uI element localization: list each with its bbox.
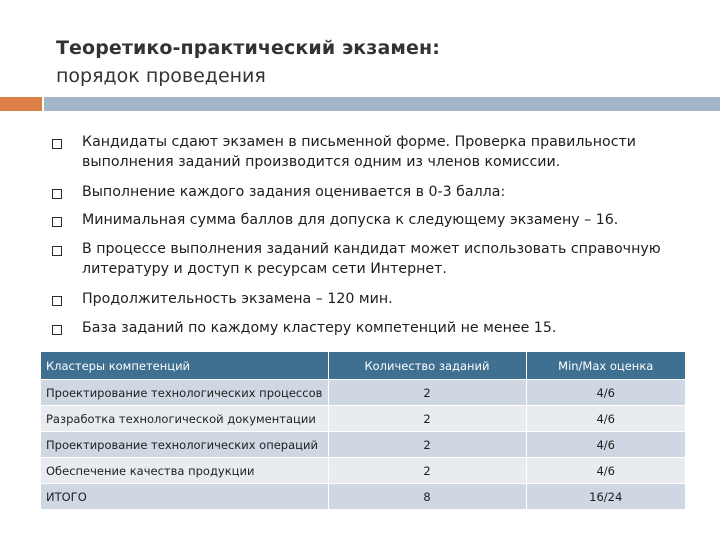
bullet-item: [52, 318, 662, 338]
cell-score: 4/6: [526, 458, 685, 484]
cell-score: 4/6: [526, 406, 685, 432]
cell-task-count: 2: [328, 458, 526, 484]
bullet-item: [52, 239, 662, 279]
bullet-text: База заданий по каждому кластеру компетенций не менее 15.: [82, 320, 557, 336]
bullet-text: В процессе выполнения заданий кандидат может использовать справочную литературу и доступ к ресурсам сети Интернет.: [82, 241, 661, 277]
cell-score: 4/6: [526, 432, 685, 458]
table-row: [41, 406, 685, 432]
cell-score: 4/6: [526, 380, 685, 406]
competency-table: [41, 352, 685, 510]
bullet-text: Кандидаты сдают экзамен в письменной форме. Проверка правильности выполнения заданий производится одним из членов комиссии.: [82, 134, 637, 170]
square-bullet-icon: [52, 325, 62, 335]
header-clusters: Кластеры компетенций: [41, 352, 328, 380]
square-bullet-icon: [52, 246, 62, 256]
slide-title: [56, 34, 440, 90]
bullet-item: [52, 289, 662, 309]
square-bullet-icon: [52, 296, 62, 306]
header-min-max-score: Min/Max оценка: [526, 352, 685, 380]
cell-task-count: 8: [328, 484, 526, 510]
bullet-item: [52, 182, 662, 202]
cell-score: 16/24: [526, 484, 685, 510]
bullet-text: Выполнение каждого задания оценивается в 0-3 балла:: [82, 184, 506, 200]
square-bullet-icon: [52, 189, 62, 199]
cell-task-count: 2: [328, 432, 526, 458]
title-divider-band: [44, 97, 720, 111]
cell-cluster: Обеспечение качества продукции: [41, 458, 328, 484]
cell-cluster: Проектирование технологических процессов: [41, 380, 328, 406]
cell-cluster: ИТОГО: [41, 484, 328, 510]
cell-task-count: 2: [328, 380, 526, 406]
slide-title-line2: порядок проведения: [56, 65, 266, 87]
square-bullet-icon: [52, 139, 62, 149]
slide-title-line1: Теоретико-практический экзамен:: [56, 37, 440, 59]
table-header-row: [41, 352, 685, 380]
header-task-count: Количество заданий: [328, 352, 526, 380]
cell-cluster: Разработка технологической документации: [41, 406, 328, 432]
square-bullet-icon: [52, 217, 62, 227]
table-row: [41, 380, 685, 406]
bullet-item: [52, 132, 662, 172]
table-row-total: [41, 484, 685, 510]
cell-task-count: 2: [328, 406, 526, 432]
accent-band: [0, 97, 42, 111]
cell-cluster: Проектирование технологических операций: [41, 432, 328, 458]
bullet-text: Минимальная сумма баллов для допуска к следующему экзамену – 16.: [82, 212, 619, 228]
table-row: [41, 458, 685, 484]
bullet-item: [52, 210, 662, 230]
table-row: [41, 432, 685, 458]
bullet-text: Продолжительность экзамена – 120 мин.: [82, 291, 393, 307]
